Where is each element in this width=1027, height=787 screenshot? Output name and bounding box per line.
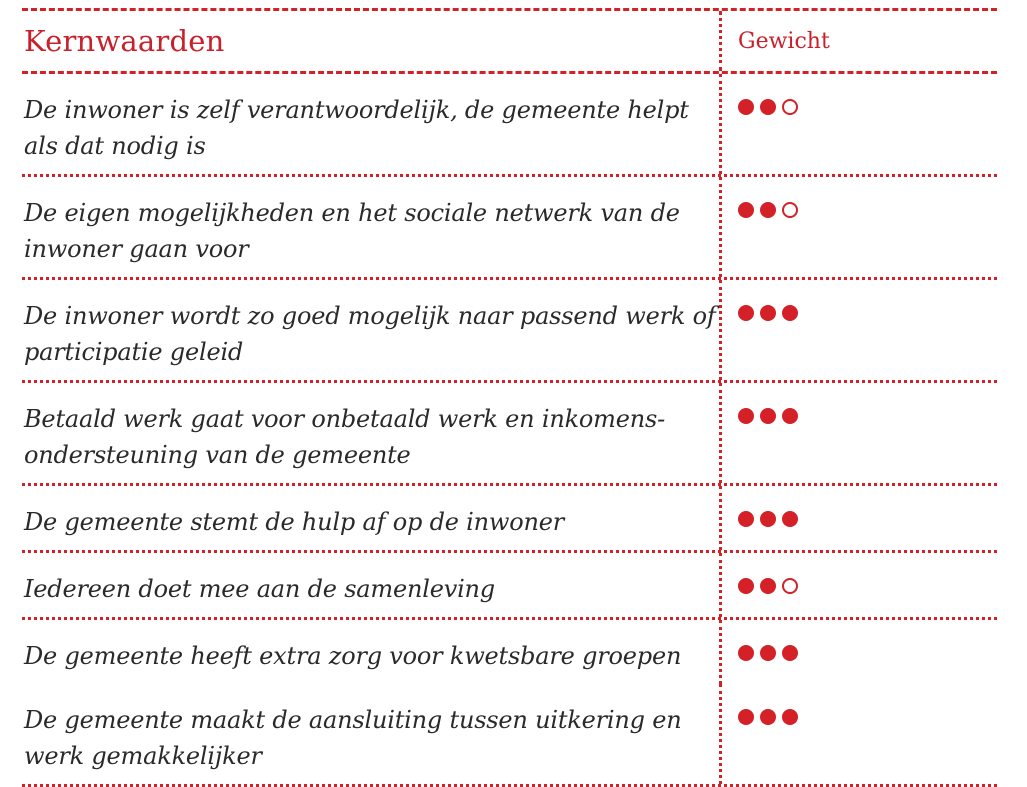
kernwaarde-text: De gemeente maakt de aansluiting tussen uitkering en werk gemakkelijker <box>24 706 682 770</box>
weight-indicator <box>738 645 997 661</box>
weight-indicator <box>738 202 997 218</box>
header-kernwaarden-cell <box>22 11 722 71</box>
table-row <box>22 383 997 486</box>
empty-dot-icon <box>782 99 798 115</box>
gewicht-cell <box>722 486 997 550</box>
weight-indicator <box>738 511 997 527</box>
table-row <box>22 486 997 553</box>
filled-dot-icon <box>782 709 798 725</box>
gewicht-cell <box>722 684 997 784</box>
filled-dot-icon <box>738 709 754 725</box>
header-weight-label: Gewicht <box>738 28 830 54</box>
kernwaarde-text: De eigen mogelijkheden en het sociale netwerk van de inwoner gaan voor <box>24 199 680 263</box>
kernwaarde-cell <box>22 177 722 277</box>
gewicht-cell <box>722 280 997 380</box>
kernwaarde-text: De gemeente heeft extra zorg voor kwetsbare groepen <box>24 642 682 670</box>
filled-dot-icon <box>760 511 776 527</box>
filled-dot-icon <box>782 408 798 424</box>
filled-dot-icon <box>760 202 776 218</box>
filled-dot-icon <box>738 645 754 661</box>
filled-dot-icon <box>760 645 776 661</box>
empty-dot-icon <box>782 202 798 218</box>
header-gewicht-cell <box>722 11 997 71</box>
table-body <box>22 74 997 787</box>
gewicht-cell <box>722 383 997 483</box>
filled-dot-icon <box>782 645 798 661</box>
kernwaarde-cell <box>22 684 722 784</box>
gewicht-cell <box>722 553 997 617</box>
kernwaarde-cell <box>22 74 722 174</box>
filled-dot-icon <box>760 578 776 594</box>
table-row <box>22 177 997 280</box>
table-row <box>22 74 997 177</box>
filled-dot-icon <box>738 408 754 424</box>
kernwaarde-text: De inwoner wordt zo goed mogelijk naar passend werk of participatie geleid <box>24 302 716 366</box>
weight-indicator <box>738 408 997 424</box>
filled-dot-icon <box>738 305 754 321</box>
kernwaarde-text: Iedereen doet mee aan de samenleving <box>24 575 495 603</box>
weight-indicator <box>738 709 997 725</box>
kernwaarde-cell <box>22 553 722 617</box>
kernwaarde-text: Betaald werk gaat voor onbetaald werk en inkomens- ondersteuning van de gemeente <box>24 405 666 469</box>
gewicht-cell <box>722 177 997 277</box>
kernwaarde-text: De inwoner is zelf verantwoordelijk, de gemeente helpt als dat nodig is <box>24 96 689 160</box>
table-row <box>22 620 997 684</box>
table-row <box>22 280 997 383</box>
filled-dot-icon <box>738 578 754 594</box>
filled-dot-icon <box>782 511 798 527</box>
kernwaarden-table <box>22 8 997 787</box>
kernwaarde-cell <box>22 383 722 483</box>
filled-dot-icon <box>760 99 776 115</box>
kernwaarde-cell <box>22 486 722 550</box>
filled-dot-icon <box>782 305 798 321</box>
gewicht-cell <box>722 620 997 684</box>
gewicht-cell <box>722 74 997 174</box>
filled-dot-icon <box>760 408 776 424</box>
header-title: Kernwaarden <box>24 24 225 58</box>
filled-dot-icon <box>760 709 776 725</box>
filled-dot-icon <box>738 511 754 527</box>
kernwaarde-text: De gemeente stemt de hulp af op de inwoner <box>24 508 565 536</box>
kernwaarde-cell <box>22 620 722 684</box>
weight-indicator <box>738 578 997 594</box>
table-row <box>22 684 997 787</box>
kernwaarde-cell <box>22 280 722 380</box>
weight-indicator <box>738 99 997 115</box>
filled-dot-icon <box>760 305 776 321</box>
filled-dot-icon <box>738 99 754 115</box>
table-row <box>22 553 997 620</box>
filled-dot-icon <box>738 202 754 218</box>
weight-indicator <box>738 305 997 321</box>
table-header <box>22 8 997 74</box>
empty-dot-icon <box>782 578 798 594</box>
